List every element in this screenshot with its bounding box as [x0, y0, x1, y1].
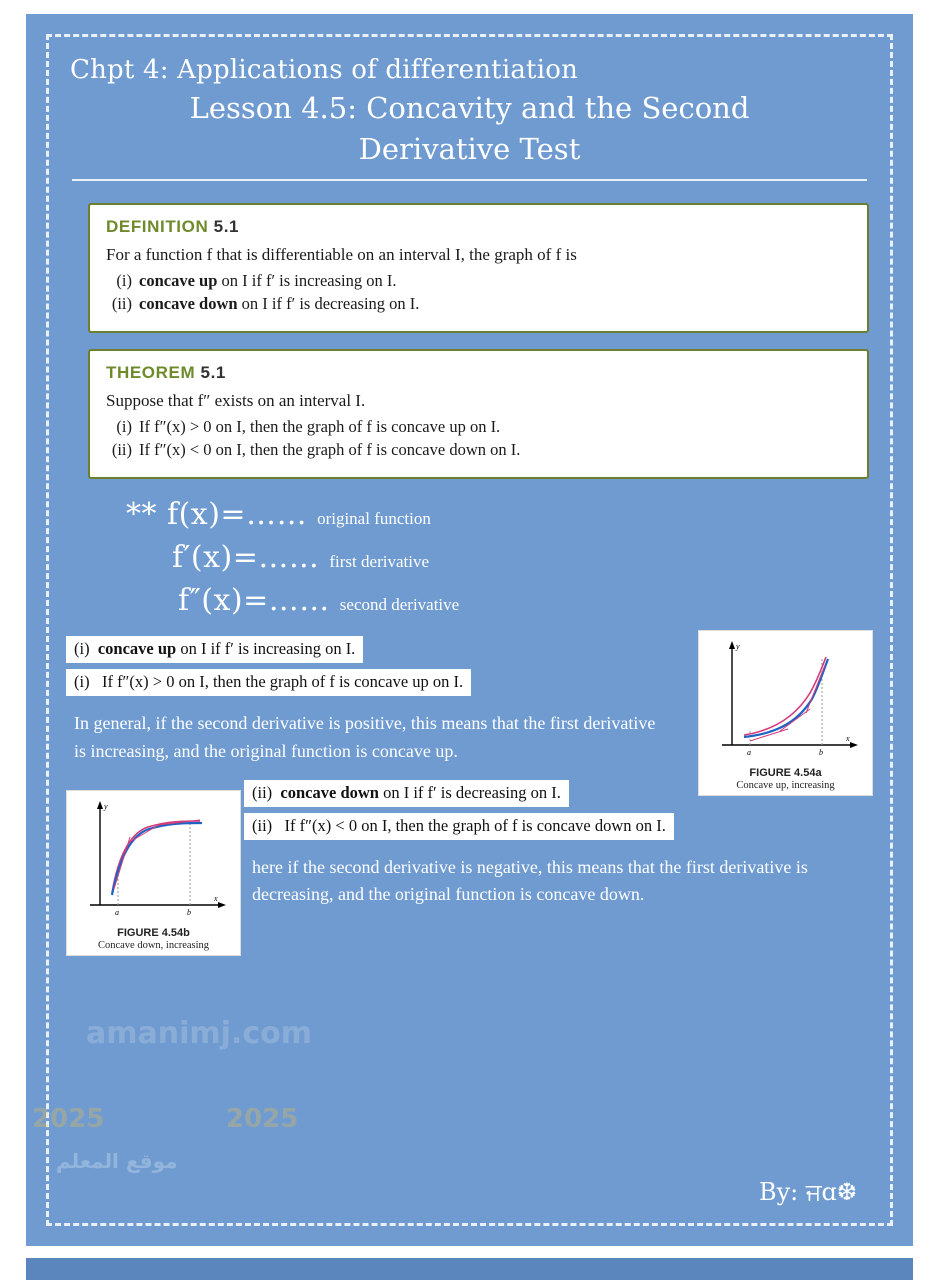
highlight-line — [244, 780, 569, 807]
watermark-text: موقع المعلم — [56, 1149, 178, 1173]
definition-box — [88, 203, 869, 333]
list-item — [106, 440, 851, 460]
theorem-heading — [106, 363, 851, 383]
item-bold: concave down — [139, 293, 238, 313]
svg-text:b: b — [186, 907, 191, 917]
item-marker: (ii) — [252, 782, 273, 802]
watermark-text: 2025 — [32, 1104, 105, 1134]
theorem-box — [88, 349, 869, 479]
worksheet-page — [26, 14, 913, 1246]
item-marker: (i) — [74, 671, 90, 691]
svg-text:y: y — [103, 801, 108, 811]
item-text: If f″(x) > 0 on I, then the graph of f is concave up on I. — [139, 416, 501, 436]
concave-up-section — [66, 636, 873, 791]
figure-454b — [66, 790, 241, 956]
item-text: If f″(x) < 0 on I, then the graph of f is concave down on I. — [284, 815, 666, 835]
derivative-expression: f″(x)=…… — [178, 582, 330, 618]
derivative-expression: f′(x)=…… — [172, 539, 320, 575]
figure-caption: FIGURE 4.54a — [749, 766, 822, 779]
definition-intro: For a function f that is differentiable on an interval I, the graph of f is — [106, 244, 577, 264]
page-content — [66, 54, 873, 1216]
figure-subcaption: Concave down, increasing — [97, 939, 210, 951]
definition-heading — [106, 217, 851, 237]
page-title — [66, 54, 873, 181]
derivative-label: second derivative — [339, 594, 460, 614]
item-marker: (ii) — [111, 293, 132, 313]
concave-up-paragraph: In general, if the second derivative is positive, this means that the first derivative is increasing, and the original function is concave up. — [74, 712, 656, 761]
concave-down-section — [66, 780, 873, 980]
definition-theorem-group — [88, 203, 869, 479]
figure-454a — [698, 630, 873, 796]
theorem-number: 5.1 — [200, 362, 226, 382]
definition-number: 5.1 — [213, 216, 240, 236]
concave-up-graph — [710, 637, 862, 765]
item-bold: concave up — [97, 638, 177, 658]
list-item — [106, 294, 851, 314]
figure-caption: FIGURE 4.54b — [117, 926, 190, 939]
concave-down-text — [244, 780, 873, 910]
item-text: If f″(x) > 0 on I, then the graph of f is concave up on I. — [101, 671, 464, 691]
figure-subcaption: Concave up, increasing — [736, 779, 835, 791]
item-marker: (ii) — [252, 815, 273, 835]
title-divider — [72, 179, 867, 181]
svg-text:b: b — [818, 747, 823, 757]
derivative-label: first derivative — [329, 551, 429, 571]
item-text: If f″(x) < 0 on I, then the graph of f is concave down on I. — [139, 439, 521, 459]
svg-text:y: y — [735, 641, 740, 651]
concave-up-text — [66, 636, 666, 766]
derivative-label: original function — [317, 508, 431, 528]
svg-text:x: x — [213, 893, 218, 903]
derivative-row — [178, 583, 873, 618]
definition-items — [106, 271, 851, 314]
stars-marker: ** — [126, 496, 157, 532]
theorem-intro: Suppose that f″ exists on an interval I. — [106, 390, 366, 410]
item-marker: (i) — [116, 270, 132, 290]
highlight-line — [66, 636, 363, 663]
watermark-text: amanimj.com — [86, 1016, 312, 1051]
lesson-title-line1: Lesson 4.5: Concavity and the Second — [189, 90, 750, 125]
list-item — [106, 417, 851, 437]
concave-down-paragraph: here if the second derivative is negative, this means that the first derivative is decreasing, and the original function is concave down. — [252, 856, 808, 905]
list-item — [106, 271, 851, 291]
theorem-label: THEOREM — [106, 362, 196, 382]
derivative-expression: f(x)=…… — [167, 496, 308, 532]
item-rest: on I if f′ is increasing on I. — [176, 638, 356, 658]
item-rest: on I if f′ is increasing on I. — [217, 270, 397, 290]
theorem-items — [106, 417, 851, 460]
bottom-bar — [26, 1258, 913, 1280]
concave-down-graph — [78, 797, 230, 925]
chapter-title: Chpt 4: Applications of differentiation — [70, 55, 579, 85]
derivative-row — [126, 497, 873, 532]
author-byline: By: ਜɑ❆ — [758, 1178, 857, 1206]
item-bold: concave up — [139, 270, 218, 290]
svg-text:a: a — [114, 907, 119, 917]
definition-label: DEFINITION — [106, 216, 209, 236]
item-bold: concave down — [280, 782, 379, 802]
item-marker: (i) — [116, 416, 132, 436]
svg-text:x: x — [845, 733, 850, 743]
highlight-line — [66, 669, 471, 696]
item-marker: (ii) — [111, 439, 132, 459]
lesson-title-line2: Derivative Test — [358, 131, 581, 166]
highlight-line — [244, 813, 674, 840]
derivative-notes — [126, 497, 873, 618]
derivative-row — [172, 540, 873, 575]
item-marker: (i) — [74, 638, 90, 658]
item-rest: on I if f′ is decreasing on I. — [237, 293, 420, 313]
watermark-text: 2025 — [226, 1104, 299, 1134]
item-rest: on I if f′ is decreasing on I. — [378, 782, 561, 802]
svg-text:a: a — [746, 747, 751, 757]
